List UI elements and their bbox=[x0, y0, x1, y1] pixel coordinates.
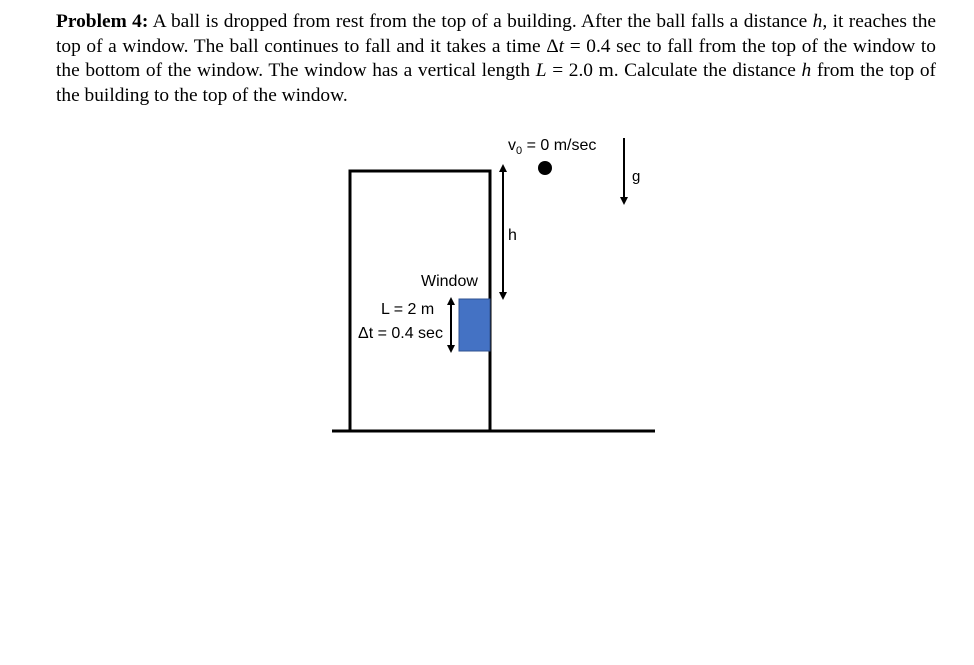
var-h: h bbox=[812, 11, 823, 32]
initial-velocity-label: $v_0 = 0$ m/sec bbox=[508, 137, 597, 157]
problem-text-1: A ball is dropped from rest from the top of a building. After the ball falls a distance bbox=[148, 11, 813, 32]
var-t: t bbox=[558, 35, 565, 57]
problem-heading: Problem 4: bbox=[56, 11, 149, 32]
var-L: L bbox=[535, 60, 547, 81]
window-length-label: L = 2 m bbox=[381, 301, 435, 318]
gravity-label: g bbox=[632, 168, 641, 185]
problem-text-4: = 2.0 m. Calculate the distance bbox=[546, 60, 802, 81]
problem-text-5: from the top of the building to the top of the window. bbox=[56, 60, 937, 106]
window-label: Window bbox=[421, 273, 478, 290]
delta-symbol: Δ bbox=[546, 35, 559, 57]
var-h-2: h bbox=[801, 60, 812, 81]
problem-text-3: = 0.4 sec to fall from the top of the window to the bottom of the window. The window has a vertical length bbox=[56, 35, 937, 81]
problem-text-2: , it reaches the top of a window. The ball continues to fall and it takes a time bbox=[56, 11, 936, 57]
window-rect bbox=[459, 299, 490, 351]
h-label: h bbox=[508, 227, 517, 244]
fall-time-label: Δt = 0.4 sec bbox=[358, 325, 443, 342]
ball bbox=[538, 161, 552, 175]
